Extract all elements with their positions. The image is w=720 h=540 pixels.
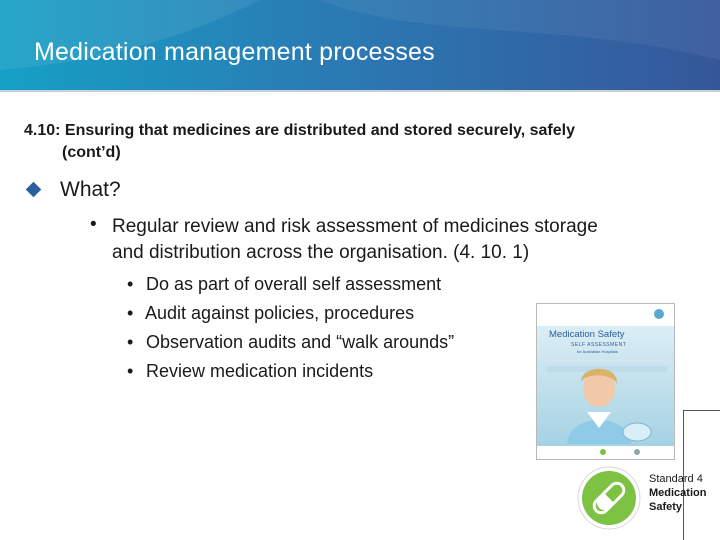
list-item	[127, 274, 441, 295]
cover-subtitle: SELF ASSESSMENT	[571, 342, 627, 348]
cover-illustration	[537, 304, 674, 459]
standard-name-line2: Safety	[649, 501, 683, 513]
list-item-text: Audit against policies, procedures	[145, 303, 415, 323]
corner-frame-horizontal	[683, 410, 720, 411]
list-item-text: Do as part of overall self assessment	[146, 274, 442, 294]
list-item	[127, 303, 414, 324]
standard-label	[649, 472, 706, 514]
bullet-icon: •	[127, 332, 134, 352]
list-item-text: Observation audits and “walk arounds”	[146, 332, 455, 352]
bullet-icon: •	[127, 303, 134, 323]
header-divider	[0, 90, 720, 92]
section-heading	[24, 120, 674, 164]
what-heading: What?	[60, 178, 121, 201]
medication-safety-cover-image	[536, 303, 675, 460]
page-title: Medication management processes	[34, 38, 435, 66]
list-item	[127, 361, 373, 382]
section-heading-line2: (cont’d)	[62, 144, 121, 161]
bullet-icon: •	[90, 214, 97, 235]
review-statement-line2: and distribution across the organisation. (4. 10. 1)	[112, 242, 530, 263]
review-statement	[112, 214, 702, 266]
bullet-icon: •	[127, 274, 134, 294]
header-banner	[0, 0, 720, 90]
list-item-text: Review medication incidents	[146, 361, 374, 381]
list-item	[127, 332, 454, 353]
medication-pill-icon	[577, 466, 641, 530]
standard-number: Standard 4	[649, 473, 703, 485]
diamond-bullet-icon	[26, 182, 42, 198]
bullet-icon: •	[127, 361, 134, 381]
section-heading-line1: 4.10: Ensuring that medicines are distributed and stored securely, safely	[24, 122, 575, 139]
cover-title: Medication Safety	[549, 329, 625, 340]
cover-tagline: for Australian Hospitals	[577, 349, 618, 354]
standard-name-line1: Medication	[649, 487, 707, 499]
review-statement-line1: Regular review and risk assessment of medicines storage	[112, 216, 598, 237]
